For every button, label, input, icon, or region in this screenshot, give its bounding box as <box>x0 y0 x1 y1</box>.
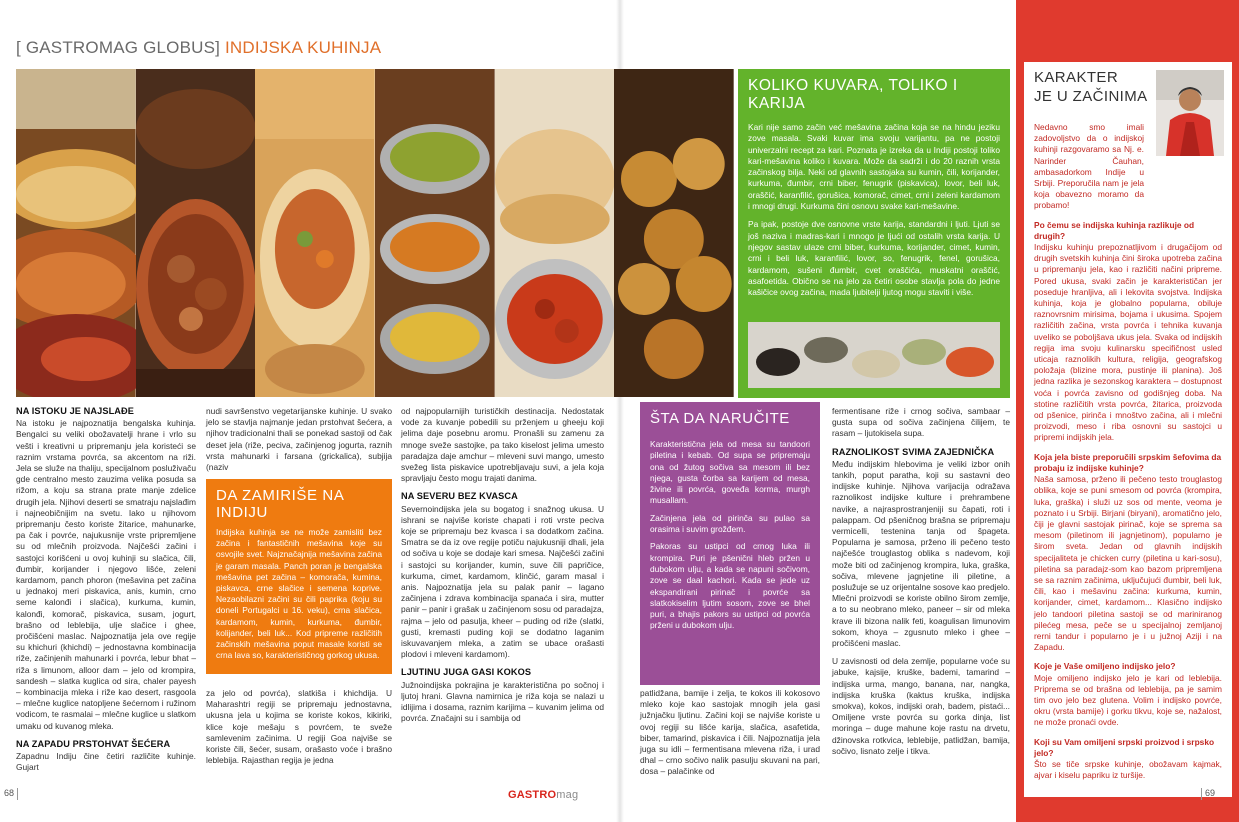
section-title: INDIJSKA KUHINJA <box>225 38 382 57</box>
question-4: Koji su Vam omiljeni srpski proizvod i srpsko jelo? <box>1034 736 1215 758</box>
page-number-rule-left <box>17 788 18 800</box>
gastromag-logo <box>508 789 578 801</box>
paragraph-north: Severnoindijska jela su bogatog i snažnog ukusa. U ishrani se najviše koriste chapati i roti vrste peciva koje se pripremaju bez kvasca i sa dodatkom začina. Smatra se da iz ove regije potiču najukusniji dhali, jela od sočiva u koje se dodaje kari smesa. Najčešći začini i sastojci su korijander, kumin, suve čili papričice, kurkuma, cimet, kardamom, klinčić, garam masal i anis. Najpoznatija jela su palak panir – lagano začinjena i zdrava kombinacija spanaća i sira, mutter panir – panir i grašak u začinjenom sosu od paradajza, rajma – jelo od pasulja, kheer – puding od riže (slatki, gusti, kremasti puding koji se dodatno laganim iskuvavanjem mleka, a zatim se ubace orašasti plodovi i mleveni kardamom). <box>401 503 604 660</box>
curry-box-title: KOLIKO KUVARA, TOLIKO I KARIJA <box>748 77 958 112</box>
question-2: Koja jela biste preporučili srpskim šefovima da probaju iz indijske kuhinje? <box>1034 451 1222 473</box>
order-box-paragraph-1: Karakteristična jela od mesa su tandoori piletina i kebab. Od supa se pripremaju ona od žutog sočiva sa mesom ili bez njega, gusta čorba sa karijem od mesa, živine ili povrća, goveđa korma, murgh musallam. <box>650 439 810 506</box>
photo-flatbread-curry <box>495 69 615 397</box>
curry-box-paragraph-2: Pa ipak, postoje dve osnovne vrste karija, standardni i ljuti. Ljuti se još naziva i madras-kari i mnogo je ljući od ostalih vrsta karija. U njegov sastav ulaze crni biber, kurkuma, korijander, cimet, kumin, crni i beli luk, karanfilić, lovor, so, fenugrik, fenel, gorušica, kardamom, sušeni đumbir, cvet oraščića, muskatni oraščić, asafoetida. Obično se na jelo za četiri osobe stavlja pola do jedne kašičice ovog začina, mada ljubitelji ljutog mogu staviti i više. <box>748 219 1000 298</box>
interview-sidebar <box>1016 0 1239 822</box>
interview-title-line-2: JE U ZAČINIMA <box>1034 88 1148 105</box>
answer-1: Indijsku kuhinju prepoznatljivom i drugačijom od drugih svetskih kuhinja čini široka upotreba začina u pripremanju jela, kao i različiti načini pripreme. Pored ukusa, svaki začin je karakterističan jer poseduje hranljiva, ali i lekovita svojstva. Indijska kuhinja, koja je globalno popularna, obiluje raznovrsnim mirisima, bojama i ukusima. Spojem različitih začina, vrsta povrća i tehnika kuvanja uveliko se poboljšava ukus jela. Svaka od indijskih regija ima svoju kulinarsku specifičnost usled uticaja raznolikih kultura, religija, geografskog položaja (blizine mora, pustinje ili planina). Još jedna razlika je sezonskog karaktera – dostupnost voća i povrća zavisno od godišnjeg doba. Na stotine različitih vrsta povrća, žitarica, proizvoda od pšenice, pirinča i mnoštvo začina, ali i mlečni proizvodi, meso i riba osnovni su sastojci u pripremi indijskih jela. <box>1034 242 1222 443</box>
order-box-paragraph-3: Pakoras su ustipci od crnog luka ili krompira. Puri je pšenični hleb pržen u dubokom ulju, a kada se napuni sočivom, zove se daal kachori. Kada se jede uz ekspandirani pirinač i povrće sa slatkokiselim ljutim sosom, zove se bhel puri, a bhajis pakors su ustipci od povrća prženi u dubokom ulju. <box>650 541 810 631</box>
order-box <box>640 402 820 685</box>
heading-north: NA SEVERU BEZ KVASCA <box>401 491 518 502</box>
paragraph-west-intro: Zapadnu Indiju čine četiri različite kuhinje. Gujart <box>16 751 196 773</box>
answer-3: Moje omiljeno indijsko jelo je kari od leblebija. Priprema se od brašna od leblebija, pa je samim tim ovo jelo bez glutena. Volim i indijsko povrće, okru (vrsta bamije) i gorku tikvu, koje se, nažalost, ne može pronaći ovde. <box>1034 672 1222 728</box>
photo-wraps <box>255 69 375 397</box>
spices-photo <box>748 322 1000 388</box>
spices-box-text: Indijska kuhinja se ne može zamisliti bez začina i fantastičnih mešavina koje su osvojile svet. Najznačajnija mešavina začina je garam masala. Panch poran je bengalska mešavina pet začina – komorača, kumina, piskavca, crne slačice i semena koprive. Nezaobilazni začini su čili paprika (koju su doneli Portugalci u 16. veku), crna slačica, kardamom, kumin, kurkuma, đumbir, kolijander, beli luk... Kod pripreme različitih začinskih mešavina poput masale koristi se crna lava so, karakterističnog gorkog ukusa. <box>216 527 382 661</box>
paragraph-east: Na istoku je najpoznatija bengalska kuhinja. Bengalci su veliki obožavatelji hrane i vrlo su vešti i kreativni u pripremanju jela koristeći se raznim vrstama povrća, sa akcentom na riži. Jela se služe na thaliju, specijalnom posluživaču gde centralno mesto zauzima velika posuda sa rižom, a koju sa strana prate manje zdelice drugih jela. Njihovi deserti se smatraju najslađim i najneobičnijim na svetu. Iako u njihovom pripremanju često koriste žitarice, mahunarke, pa čak i povrće, najukusnije vrste pripremljene su od mlečnih proizvoda. Najčešći začini i sastojci korišćeni u ovoj kuhinji su slačica, čili, đumbir, korijander i njegovo lišće, zeleni kardamom, panch phoron (mešavina pet začina u jednakoj meri piskavica, anis, kumin, crno seme kalonđi i slačica), kurkuma, kumin, kalonđi, komorač, piskavica, susam, jogurt, brašno od leblebija, ulje slačice i ghee, pročišćeni maslac. Najpoznatija jela ove regije su khichuri (khichdi) – jednostavna kombinacija riže, začinjenih mahunarki i povrća, lebur bhat – riža s limunom, alloor dam – jelo od krompira, sandesh – slatka kuglica od sira, chaler payesh – kombinacija mleka i riže kao desert, rasgoola – mlečne kuglice natopljene šećernom i ružinom vodicom, te rasmalai – mlečne kuglice u slatkom umaku od kuvanog mleka. <box>16 418 196 731</box>
section-header <box>16 38 381 58</box>
logo-mag: mag <box>556 789 579 801</box>
paragraph-south: Južnoindijska pokrajina je karakteristična po sočnoj i ljutoj hrani. Glavna namirnica je riža koja se nalazi u idlijima i dosama, raznim karijima – kuvanim jelima od povrća. Značajni su i sambija od <box>401 679 604 724</box>
heading-east: NA ISTOKU JE NAJSLAĐE <box>16 406 134 416</box>
column-2-top <box>206 406 392 473</box>
spices-box-title: DA ZAMIRIŠE NA INDIJU <box>216 487 344 521</box>
heading-west: NA ZAPADU PRSTOHVAT ŠEĆERA <box>16 738 171 749</box>
paragraph-fruits: U zavisnosti od dela zemlje, popularne voće su jabuke, kajsije, kruške, bademi, tamarind – indijska urma, mango, banana, nar, nangka, indijska kruška (kaktus kruška, indijska smokva), kokos, indijski orah, badem, pistaći... Omiljene vrste povrća su gorka dinja, list moringa – duge mahune koje rastu na drvetu, džinovska rotkvica, leblebije, patlidžan, bamija, sočivo, lisnato zelje i tikva. <box>832 656 1010 756</box>
photo-strip <box>16 69 734 397</box>
section-label: [ GASTROMAG GLOBUS] <box>16 38 221 57</box>
photo-pastries <box>614 69 734 397</box>
answer-4: Što se tiče srpske kuhinje, obožavam kajmak, ajvar i kiselu papriku iz turšije. <box>1034 758 1222 781</box>
logo-gastro: GASTRO <box>508 789 557 801</box>
photo-meat-bowl <box>136 69 256 397</box>
column-1 <box>16 406 196 774</box>
column-5 <box>832 406 1010 757</box>
paragraph-diversity: Među indijskim hlebovima je veliki izbor onih tankih, poput paratha, koji su sastavni deo indijske kuhinje. Njihova varijacija odražava raznolikost indijske kulture i prehrambene navike, a najrasprostranjeniji su čapati, roti i palappam. Od pšeničnog brašna se pripremaju vermicelli, testenina tanja od špageta. Popularna je samosa, prženo ili pečeno testo najčešće trouglastog oblika s nadevom, koji može biti od začinjenog krompira, luka, graška, sočiva, mlevene jagnjetine ili piletine, a poslužuje se uz orijentalne sosove kao predjelo. Mlečni proizvodi se koriste obilno širom zemlje, a to su neobrano mleko, paneer – sir od mleka krave ili bizona nalik feti, koagulisan limunovim sokom, khoya – zgusnuto mleko i ghee – pročišćeni maslac. <box>832 458 1010 649</box>
question-1: Po čemu se indijska kuhinja razlikuje od drugih? <box>1034 219 1195 241</box>
interview-intro: Nedavno smo imali zadovoljstvo da o indijskoj kuhinji razgovaramo sa Nj. e. Narinder Čauhan, ambasadorkom Indije u Srbiji. Preporučila nam je jela koja obavezno moramo da probamo! <box>1034 122 1144 211</box>
spices-box <box>206 479 392 674</box>
ambassador-portrait <box>1156 70 1224 156</box>
heading-south: LJUTINU JUGA GASI KOKOS <box>401 667 532 678</box>
column-4 <box>640 688 820 778</box>
page-number-right: 69 <box>1205 788 1216 798</box>
answer-2: Naša samosa, prženo ili pečeno testo trouglastog oblika, koje se puni smesom od povrća (krompira, luka, graška) i služi uz sos od mente, veoma je poznato i u Srbiji. Birjani (biryani), aromatično jelo, čiji je glavni sastojak pirinač, koje se sprema sa mesom (piletinom ili jagnjetinom), popularno je širom sveta. Jedan od glavnih indijskih specijaliteta je chicken curry (piletina u kari-sosu), piletina sa paradajz-som kao bazom pripremljena se sa raznim začinima, uključujući đumbir, beli luk, čili, kao i mešavinu začina: kurkuma, kumin, korijander, cimet, kardamom... Klasično indijsko jelo tandoori piletina sastoji se od mariniranog pilećeg mesa, peče se u specijalnoj zemljanoj rerni tandur i popularno je i u južnoj Aziji i na Zapadu. <box>1034 474 1222 653</box>
interview-panel <box>1024 62 1232 797</box>
paragraph-rajasthan: od najpopularnijih turističkih destinacija. Nedostatak vode za kuvanje pobedili su prženjem u gheeju koji jelima daje posebnu aromu. Pronašli su zamenu za mnoge sveže sastojke, pa tako kiselost jelima umesto paradajza daje amchur – mleveni suvi mango, umesto svežeg lista piskavice upotrebljavaju suvi, a jela koja spravljaju često mogu trajati danima. <box>401 406 604 484</box>
order-box-title: ŠTA DA NARUČITE <box>650 410 790 427</box>
paragraph-west-end: za jelo od povrća), slatkiša i khichdija. U Maharashtri regiji se pripremaju jednostavna, ukusna jela u kojima se koriste kokos, kikiriki, klice koje mešaju s povrćem, te sveže samlevenim začinima. U regiji Goa najviše se koriste čili, šećer, susam, orašasto voće i brašno leblebija. Rajasthan regija je jedna <box>206 688 392 766</box>
column-2-bottom <box>206 688 392 766</box>
column-3 <box>401 406 604 724</box>
order-box-paragraph-2: Začinjena jela od pirinča su pulao sa orasima i suvim grožđem. <box>650 512 810 535</box>
paragraph-south-end: fermentisane riže i crnog sočiva, sambaar – gusta supa od sočiva začinjena čilijem, te rasam – ljutokisela supa. <box>832 406 1010 439</box>
heading-diversity: RAZNOLIKOST SVIMA ZAJEDNIČKA <box>832 446 995 457</box>
curry-box <box>738 69 1010 398</box>
paragraph-west-cont: nudi savršenstvo vegetarijanske kuhinje. U svako jelo se stavlja najmanje jedan prstohvat šećera, a njihov tradicionalni thali se ponekad sastoji od čak deset jela (riže, peciva, začinjenog jogurta, raznih vrsta mahunarki i farsana (grickalica), subjija (naziv <box>206 406 392 473</box>
photo-rice-plate <box>16 69 136 397</box>
question-3: Koje je Vaše omiljeno indijsko jelo? <box>1034 661 1176 672</box>
page-number-rule-right <box>1201 788 1202 800</box>
page-number-left: 68 <box>4 788 15 798</box>
interview-title-line-1: KARAKTER <box>1034 69 1119 86</box>
photo-curry-bowls <box>375 69 495 397</box>
paragraph-south-cont: patlidžana, bamije i zelja, te kokos ili kokosovo mleko koje kao sastojak mnogih jela gasi južnjačku ljutinu. Začini koji se najviše koriste u ovoj regiji su lišće karija, slačica, asafetida, biber, tamarind, piskavica i čili. Najpoznatija jela juga su idli – fermentisana mlevena riža, i urad dhal – crno sočivo nalik pasulju skuvani na pari, dosa – palačinke od <box>640 688 820 777</box>
curry-box-paragraph-1: Kari nije samo začin već mešavina začina koja se na hindu jeziku zove masala. Svaki kuvar ima svoju varijantu, pa ne postoji univerzalni recept za kari. Poznata je izreka da u Indiji postoji toliko kari-mešavina koliko i kuvara. Može da sadrži i do 20 raznih vrsta začinskog bilja. Neki od glavnih sastojaka su kumin, čili, korijander, kurkuma, đumbir, crni biber, fenugrik (piskavica), lovor, beli luk, oraščić, karanfilić, gorušica, komorač, cimet, crni i zeleni kardamom i mnogi drugi. Kurkuma čini osnovu svake kari-mešavine. <box>748 122 1000 212</box>
